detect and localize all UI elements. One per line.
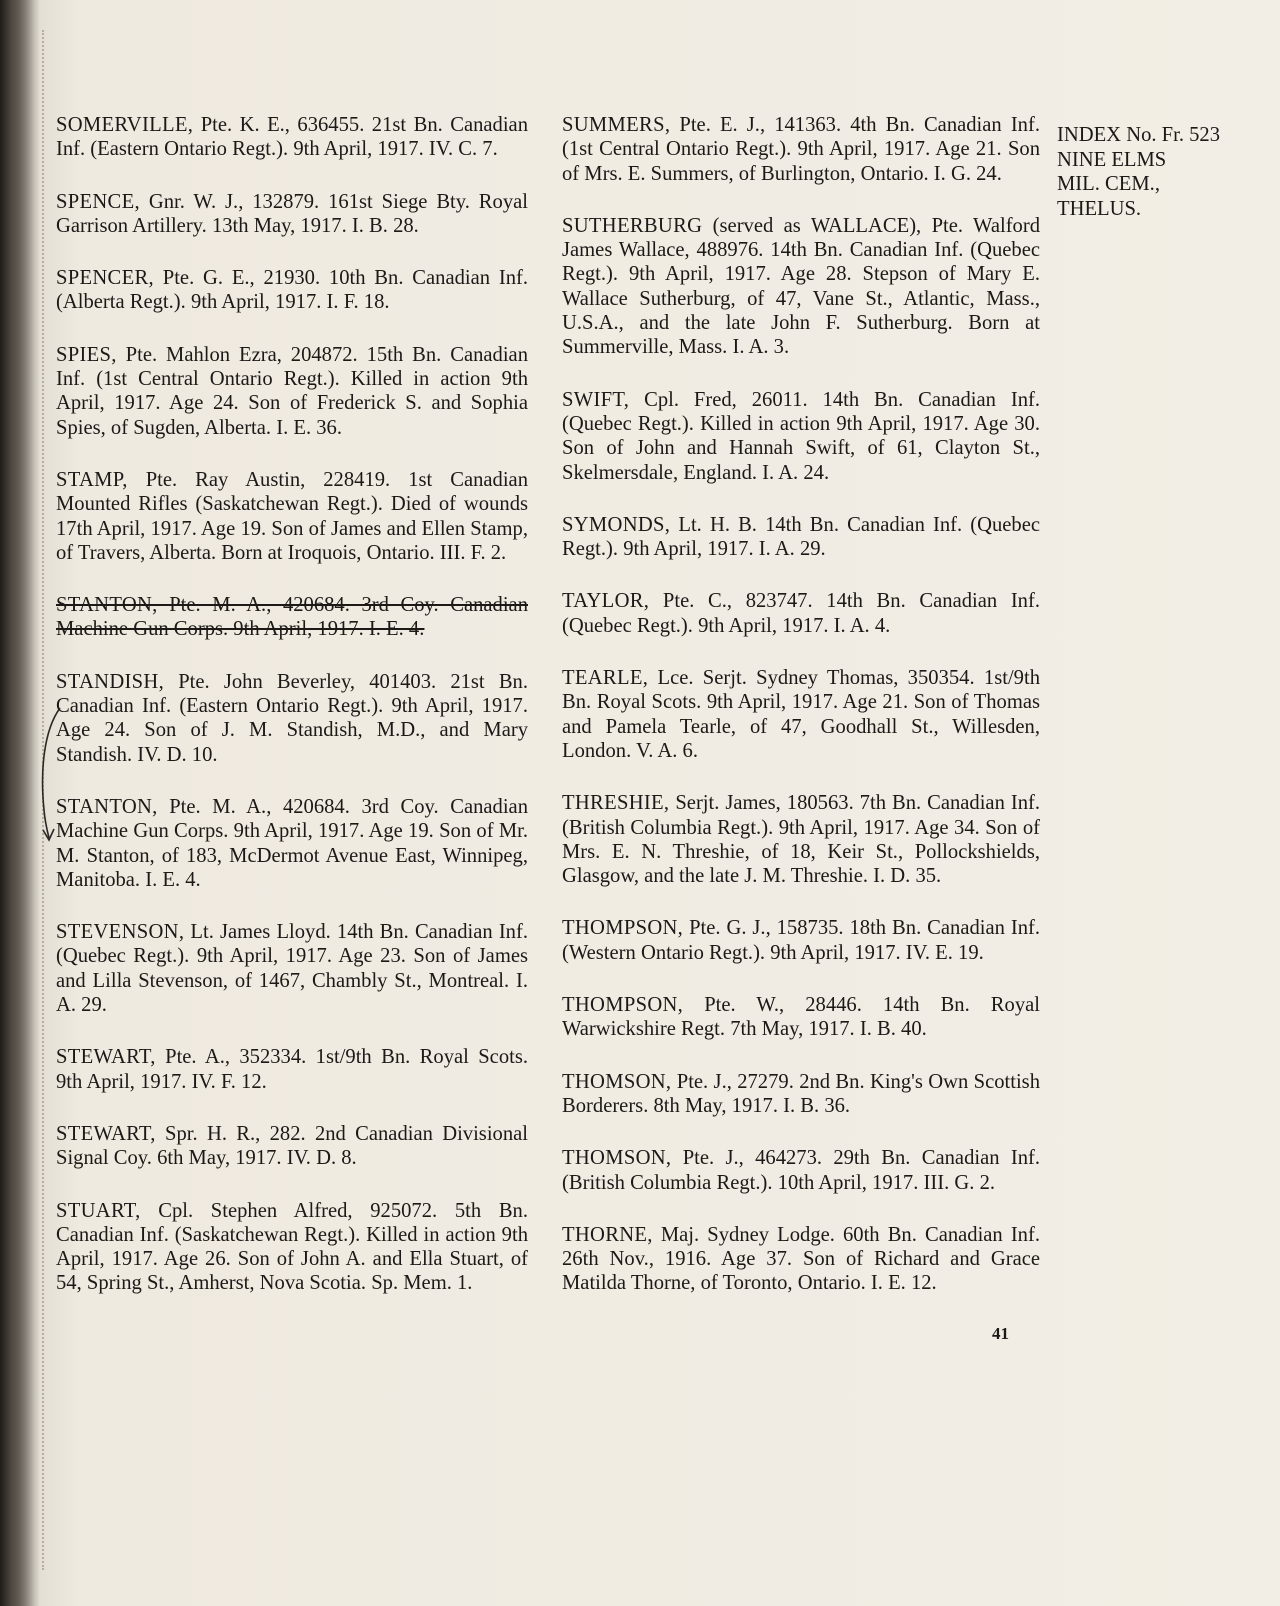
entry-taylor: TAYLOR, Pte. C., 823747. 14th Bn. Canadian Inf. (Quebec Regt.). 9th April, 1917. I. A. 4. [562,590,1040,637]
entry-sutherburg: SUTHERBURG (served as WALLACE), Pte. Walford James Wallace, 488976. 14th Bn. Canadian Inf. (Quebec Regt.). 9th April, 1917. Age 28. Stepson of Mary E. Wallace Sutherburg, of 47, Vane St., Atlantic, Mass., U.S.A., and the late John F. Sutherburg. Born at Summerville, Mass. I. A. 3. [562,214,1040,359]
handwritten-arrow-icon [30,700,70,850]
entry-somerville: SOMERVILLE, Pte. K. E., 636455. 21st Bn. Canadian Inf. (Eastern Ontario Regt.). 9th April, 1917. IV. C. 7. [56,114,528,161]
entry-symonds: SYMONDS, Lt. H. B. 14th Bn. Canadian Inf. (Quebec Regt.). 9th April, 1917. I. A. 29. [562,513,1040,561]
left-column [56,113,528,1324]
entry-stuart: STUART, Cpl. Stephen Alfred, 925072. 5th Bn. Canadian Inf. (Saskatchewan Regt.). Killed in action 9th April, 1917. Age 26. Son of John A. and Ella Stuart, of 54, Spring St., Amherst, Nova Scotia. Sp. Mem. 1. [56,1199,528,1295]
entry-summers: SUMMERS, Pte. E. J., 141363. 4th Bn. Canadian Inf. (1st Central Ontario Regt.). 9th April, 1917. Age 21. Son of Mrs. E. Summers, of Burlington, Ontario. I. G. 24. [562,114,1040,185]
entry-thorne: THORNE, Maj. Sydney Lodge. 60th Bn. Canadian Inf. 26th Nov., 1916. Age 37. Son of Richard and Grace Matilda Thorne, of Toronto, Ontario. I. E. 12. [562,1223,1040,1295]
entry-stewart-hr: STEWART, Spr. H. R., 282. 2nd Canadian Divisional Signal Coy. 6th May, 1917. IV. D. 8. [56,1122,528,1170]
entry-stanton-struck-through: STANTON, Pte. M. A., 420684. 3rd Coy. Canadian Machine Gun Corps. 9th April, 1917. I. E. 4. [56,594,528,641]
entry-thomson-464273: THOMSON, Pte. J., 464273. 29th Bn. Canadian Inf. (British Columbia Regt.). 10th April, 1917. III. G. 2. [562,1147,1040,1194]
cemetery-index-heading [1057,123,1272,221]
cemetery-type: MIL. CEM., [1057,173,1160,195]
entry-swift: SWIFT, Cpl. Fred, 26011. 14th Bn. Canadian Inf. (Quebec Regt.). Killed in action 9th April, 1917. Age 30. Son of John and Hannah Swift, of 61, Clayton St., Skelmersdale, England. I. A. 24. [562,388,1040,484]
cemetery-location: THELUS. [1057,197,1142,220]
entry-thomson-27279: THOMSON, Pte. J., 27279. 2nd Bn. King's Own Scottish Borderers. 8th May, 1917. I. B. 36. [562,1070,1040,1117]
page-number: 41 [992,1324,1009,1343]
entry-stamp: STAMP, Pte. Ray Austin, 228419. 1st Canadian Mounted Rifles (Saskatchewan Regt.). Died of wounds 17th April, 1917. Age 19. Son of James and Ellen Stamp, of Travers, Alberta. Born at Iroquois, Ontario. III. F. 2. [56,468,528,564]
entry-stanton: STANTON, Pte. M. A., 420684. 3rd Coy. Canadian Machine Gun Corps. 9th April, 1917. Age 19. Son of Mr. M. Stanton, of 183, McDermot Avenue East, Winnipeg, Manitoba. I. E. 4. [56,795,528,891]
entry-spies: SPIES, Pte. Mahlon Ezra, 204872. 15th Bn. Canadian Inf. (1st Central Ontario Regt.). Killed in action 9th April, 1917. Age 24. Son of Frederick S. and Sophia Spies, of Sugden, Alberta. I. E. 36. [56,343,528,439]
entry-thompson-w: THOMPSON, Pte. W., 28446. 14th Bn. Royal Warwickshire Regt. 7th May, 1917. I. B. 40. [562,994,1040,1041]
entry-thompson-gj: THOMPSON, Pte. G. J., 158735. 18th Bn. Canadian Inf. (Western Ontario Regt.). 9th April, 1917. IV. E. 19. [562,917,1040,964]
index-number: INDEX No. Fr. 523 [1057,124,1221,146]
entry-stewart-a: STEWART, Pte. A., 352334. 1st/9th Bn. Royal Scots. 9th April, 1917. IV. F. 12. [56,1046,528,1093]
right-column [562,113,1040,1324]
entry-threshie: THRESHIE, Serjt. James, 180563. 7th Bn. Canadian Inf. (British Columbia Regt.). 9th April, 1917. Age 34. Son of Mrs. E. N. Threshie, of 18, Keir St., Pollockshields, Glasgow, and the late J. M. Threshie. I. D. 35. [562,792,1040,888]
entry-standish: STANDISH, Pte. John Beverley, 401403. 21st Bn. Canadian Inf. (Eastern Ontario Regt.). 9th April, 1917. Age 24. Son of J. M. Standish, M.D., and Mary Standish. IV. D. 10. [56,670,528,766]
cemetery-name: NINE ELMS [1057,148,1167,171]
entry-spencer: SPENCER, Pte. G. E., 21930. 10th Bn. Canadian Inf. (Alberta Regt.). 9th April, 1917. I. F. 18. [56,267,528,314]
entry-tearle: TEARLE, Lce. Serjt. Sydney Thomas, 350354. 1st/9th Bn. Royal Scots. 9th April, 1917. Age 21. Son of Thomas and Pamela Tearle, of 47, Goodhall St., Willesden, London. V. A. 6. [562,667,1040,762]
entry-stevenson: STEVENSON, Lt. James Lloyd. 14th Bn. Canadian Inf. (Quebec Regt.). 9th April, 1917. Age 23. Son of James and Lilla Stevenson, of 1467, Chambly St., Montreal. I. A. 29. [56,921,528,1017]
entry-spence: SPENCE, Gnr. W. J., 132879. 161st Siege Bty. Royal Garrison Artillery. 13th May, 1917. I. B. 28. [56,190,528,237]
